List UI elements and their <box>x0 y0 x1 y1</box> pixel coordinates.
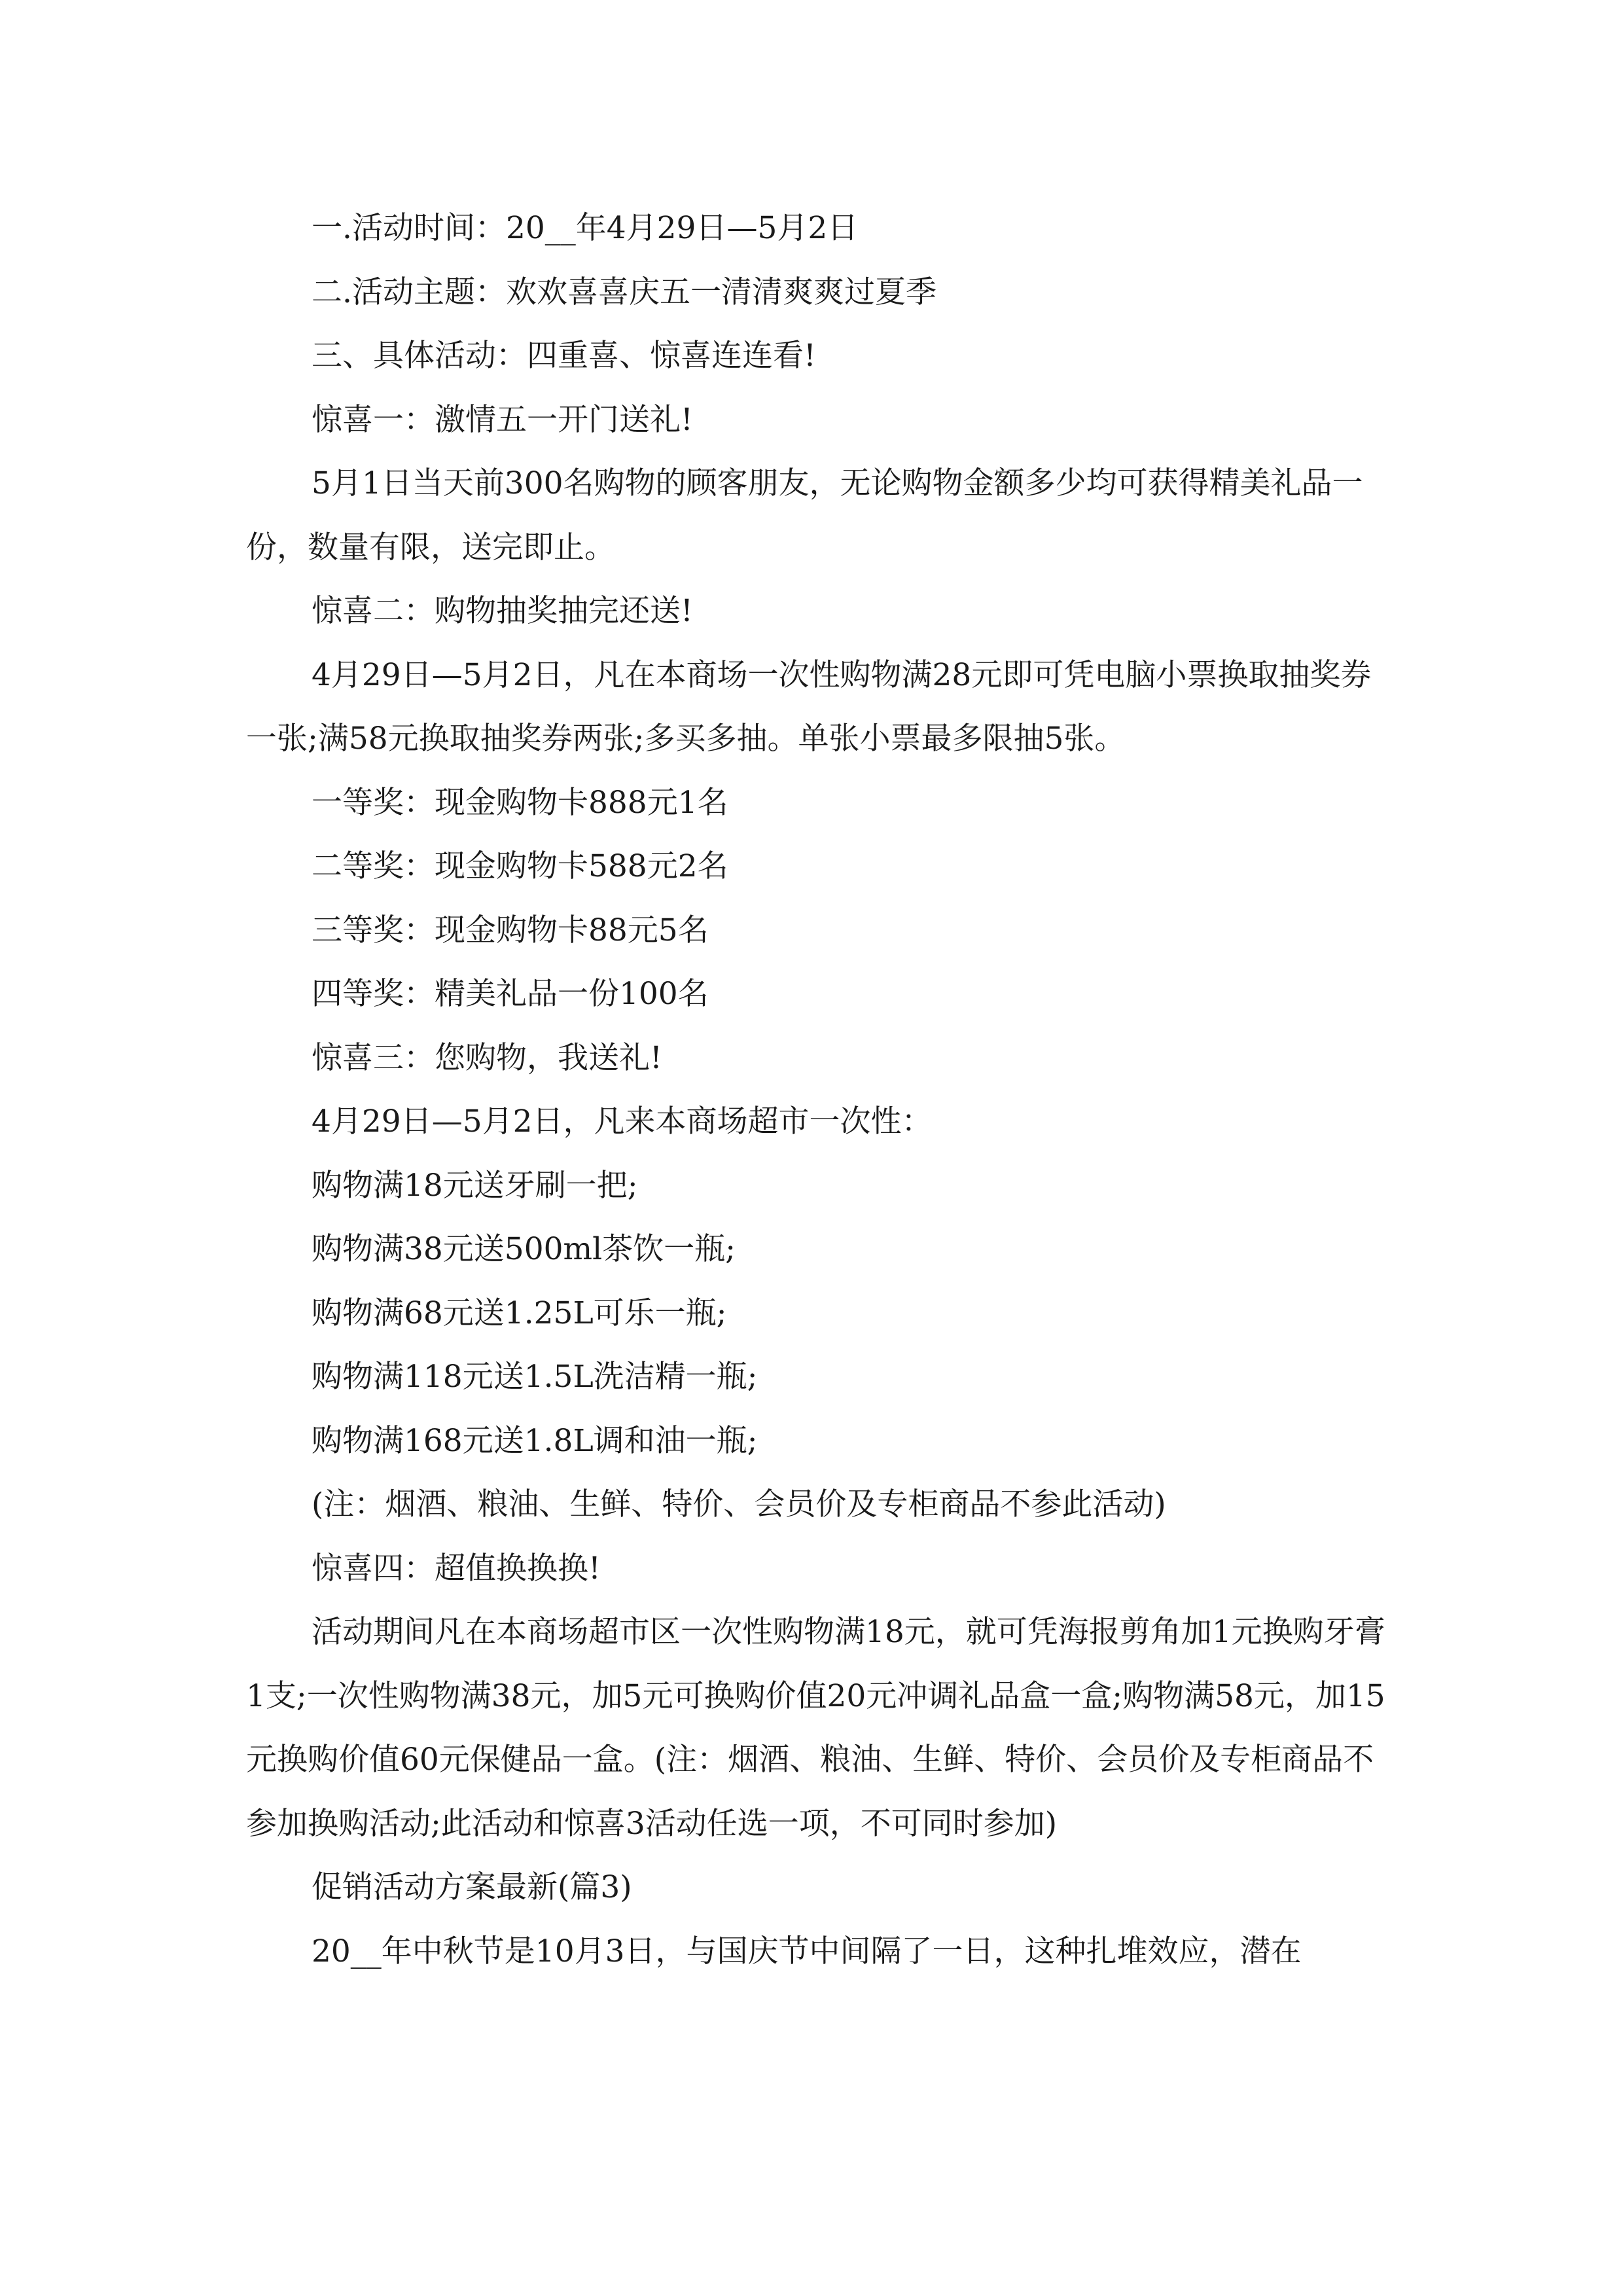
surprise-four-heading: 惊喜四：超值换换换! <box>312 1550 601 1587</box>
gift-tier-68: 购物满68元送1.25L可乐一瓶; <box>312 1295 727 1331</box>
gift-tier-38: 购物满38元送500ml茶饮一瓶; <box>312 1231 736 1267</box>
surprise-two-body: 4月29日—5月2日，凡在本商场一次性购物满28元即可凭电脑小票换取抽奖券一张;满58元换取抽奖券两张;多买多抽。单张小票最多限抽5张。 <box>246 656 1372 757</box>
activity-time: 一.活动时间：20__年4月29日—5月2日 <box>312 210 859 246</box>
surprise-one-heading: 惊喜一：激情五一开门送礼! <box>312 401 693 438</box>
section-heading-part-3: 促销活动方案最新(篇3) <box>312 1869 632 1905</box>
surprise-three-intro: 4月29日—5月2日，凡来本商场超市一次性： <box>312 1103 933 1139</box>
document-body <box>246 196 1398 1983</box>
surprise-four-body: 活动期间凡在本商场超市区一次性购物满18元，就可凭海报剪角加1元换购牙膏1支;一次性购物满38元，加5元可换购价值20元冲调礼品盒一盒;购物满58元，加15元换购价值60元保健品一盒。(注：烟酒、粮油、生鲜、特价、会员价及专柜商品不参加换购活动;此活动和惊喜3活动任选一项，不可同时参加) <box>246 1614 1385 1842</box>
surprise-one-body: 5月1日当天前300名购物的顾客朋友，无论购物金额多少均可获得精美礼品一份，数量有限，送完即止。 <box>246 465 1363 565</box>
first-prize: 一等奖：现金购物卡888元1名 <box>312 784 728 821</box>
fourth-prize: 四等奖：精美礼品一份100名 <box>312 976 709 1012</box>
gift-tier-18: 购物满18元送牙刷一把; <box>312 1167 638 1204</box>
second-prize: 二等奖：现金购物卡588元2名 <box>312 848 728 884</box>
activity-details-heading: 三、具体活动：四重喜、惊喜连连看! <box>312 338 816 374</box>
surprise-three-note: (注：烟酒、粮油、生鲜、特价、会员价及专柜商品不参此活动) <box>312 1486 1166 1522</box>
activity-theme: 二.活动主题：欢欢喜喜庆五一清清爽爽过夏季 <box>312 274 936 310</box>
surprise-two-heading: 惊喜二：购物抽奖抽完还送! <box>312 593 693 629</box>
gift-tier-118: 购物满118元送1.5L洗洁精一瓶; <box>312 1359 758 1395</box>
surprise-three-heading: 惊喜三：您购物，我送礼! <box>312 1039 662 1076</box>
mid-autumn-intro: 20__年中秋节是10月3日，与国庆节中间隔了一日，这种扎堆效应，潜在 <box>312 1933 1302 1969</box>
third-prize: 三等奖：现金购物卡88元5名 <box>312 912 709 948</box>
gift-tier-168: 购物满168元送1.8L调和油一瓶; <box>312 1422 758 1459</box>
